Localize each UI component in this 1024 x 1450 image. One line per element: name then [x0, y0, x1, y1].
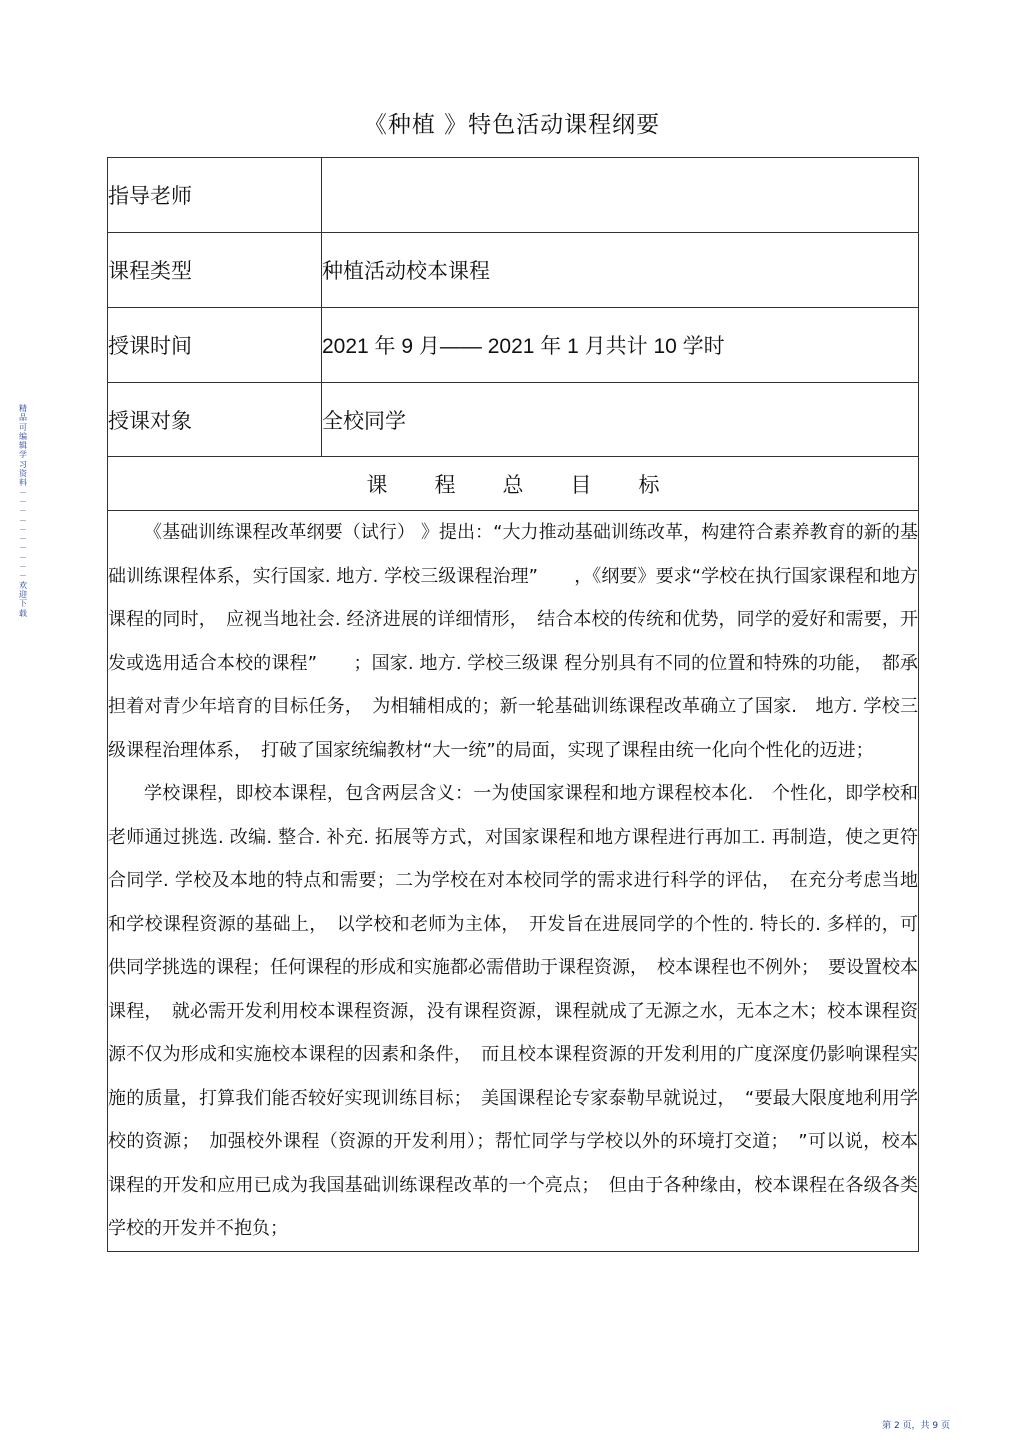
label-course-type: 课程类型 [108, 233, 322, 308]
table-row-section-heading [108, 457, 919, 511]
paragraph-1: 《基础训练课程改革纲要（试行） 》提出：“大力推动基础训练改革，构建符合素养教育的新的基础训练课程体系，实行国家. 地方. 学校三级课程治理” ，《纲要》要求“学校在执行国家课程和地方课程的同时， 应视当地社会. 经济进展的详细情形， 结合本校的传统和优势，同学的爱好和需要，开发或选用适合本校的课程” ；国家. 地方. 学校三级课 程分别具有不同的位置和特殊的功能， 都承担着对青少年培育的目标任务， 为相辅相成的；新一轮基础训练课程改革确立了国家. 地方. 学校三级课程治理体系， 打破了国家统编教材“大一统”的局面，实现了课程由统一化向个性化的迈进； [108, 522, 918, 761]
table-row-course-type [108, 233, 919, 308]
body-cell [108, 511, 919, 1252]
document-title: 《种植 》特色活动课程纲要 [363, 112, 661, 138]
label-schedule: 授课时间 [108, 308, 322, 383]
page-number: 第 2 页，共 9 页 [882, 1421, 950, 1431]
side-watermark-text: 精品可编辑学习资料－－－－－－－－－－欢迎下载 [19, 404, 27, 618]
table-row-body [108, 511, 919, 1252]
value-course-type: 种植活动校本课程 [322, 233, 919, 308]
table-row-schedule [108, 308, 919, 383]
label-instructor: 指导老师 [108, 158, 322, 233]
course-outline-table [107, 157, 919, 1252]
label-audience: 授课对象 [108, 383, 322, 457]
value-schedule: 2021 年 9 月—— 2021 年 1 月共计 10 学时 [322, 308, 919, 383]
section-heading: 课程总目标 [366, 472, 707, 497]
table-row-audience [108, 383, 919, 457]
value-instructor [322, 158, 919, 233]
value-audience: 全校同学 [322, 383, 919, 457]
paragraph-2: 学校课程，即校本课程，包含两层含义：一为使国家课程和地方课程校本化. 个性化，即学校和老师通过挑选. 改编. 整合. 补充. 拓展等方式，对国家课程和地方课程进行再加工. 再制造，使之更符合同学. 学校及本地的特点和需要；二为学校在对本校同学的需求进行科学的评估， 在充分考虑当地和学校课程资源的基础上， 以学校和老师为主体， 开发旨在进展同学的个性的. 特长的. 多样的，可供同学挑选的课程；任何课程的形成和实施都必需借助于课程资源， 校本课程也不例外； 要设置校本课程， 就必需开发利用校本课程资源，没有课程资源，课程就成了无源之水，无本之木；校本课程资源不仅为形成和实施校本课程的因素和条件， 而且校本课程资源的开发利用的广度深度仍影响课程实施的质量，打算我们能否较好实现训练目标； 美国课程论专家泰勒早就说过， “要最大限度地利用学校的资源； 加强校外课程（资源的开发利用）；帮忙同学与学校以外的环境打交道； ”可以说，校本课程的开发和应用已成为我国基础训练课程改革的一个亮点； 但由于各种缘由，校本课程在各级各类学校的开发并不抱负； [108, 783, 918, 1239]
table-row-instructor [108, 158, 919, 233]
